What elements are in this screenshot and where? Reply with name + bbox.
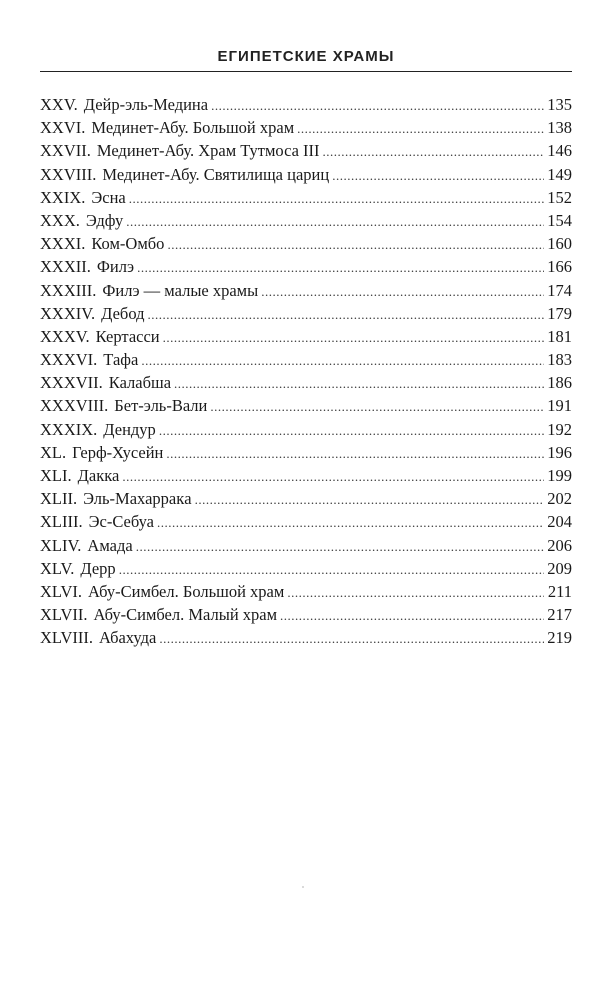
toc-entry [40, 209, 572, 232]
toc-entry-number: XXXIX. [40, 419, 98, 439]
toc-entry-number: XLVI. [40, 581, 83, 601]
toc-entry-number: XXX. [40, 210, 80, 230]
toc-entry-title: Филэ — малые храмы [102, 280, 259, 300]
toc-dot-leader [210, 395, 544, 418]
toc-entry [40, 186, 572, 209]
toc-entry-number: XXXVII. [40, 373, 103, 393]
toc-dot-leader [148, 303, 544, 326]
toc-entry-page-number: 154 [547, 210, 572, 230]
toc-entry [40, 441, 572, 464]
toc-dot-leader [141, 349, 544, 372]
toc-dot-leader [129, 187, 544, 210]
toc-entry-page-number: 149 [547, 164, 572, 184]
toc-dot-leader [287, 581, 544, 604]
toc-dot-leader [211, 94, 544, 117]
toc-dot-leader [157, 511, 544, 534]
toc-entry-number: XXVII. [40, 141, 91, 161]
toc-dot-leader [159, 627, 544, 650]
toc-entry-number: XLI. [40, 466, 72, 485]
toc-entry-title: Эдфу [85, 210, 124, 230]
toc-entry-title: Дендур [103, 419, 156, 439]
toc-entry-title: Дакка [77, 466, 120, 485]
toc-entry-page-number: 209 [547, 558, 572, 578]
toc-dot-leader [174, 372, 544, 395]
toc-entry [40, 534, 572, 557]
toc-entry-number: XXV. [40, 95, 78, 114]
toc-entry [40, 418, 572, 441]
paper-speck [302, 886, 304, 888]
toc-entry-page-number: 152 [547, 187, 572, 207]
toc-entry-number: XXVI. [40, 118, 86, 138]
toc-dot-leader [137, 256, 544, 279]
toc-entry [40, 464, 572, 487]
toc-entry-page-number: 179 [547, 303, 572, 323]
toc-entry-title: Эсна [91, 187, 126, 207]
toc-entry [40, 93, 572, 116]
toc-dot-leader [122, 465, 544, 488]
toc-entry-title: Дерр [80, 558, 116, 578]
toc-entry [40, 232, 572, 255]
toc-dot-leader [280, 604, 544, 627]
toc-entry-number: XLIII. [40, 512, 83, 532]
toc-dot-leader [261, 280, 544, 303]
toc-entry-page-number: 206 [547, 535, 572, 555]
toc-entry-title: Мединет-Абу. Святилища цариц [102, 164, 330, 184]
toc-entry [40, 510, 572, 533]
toc-entry [40, 487, 572, 510]
running-head: ЕГИПЕТСКИЕ ХРАМЫ [217, 48, 395, 65]
toc-entry-number: XL. [40, 442, 67, 462]
toc-entry [40, 302, 572, 325]
toc-entry-page-number: 138 [547, 118, 572, 138]
toc-entry-title: Кертасси [95, 326, 160, 346]
toc-entry [40, 348, 572, 371]
toc-entry-page-number: 217 [547, 605, 572, 625]
toc-entry-title: Дебод [101, 303, 145, 323]
toc-entry-page-number: 183 [547, 350, 572, 370]
toc-entry-page-number: 166 [547, 257, 572, 277]
toc-entry-page-number: 219 [547, 628, 572, 648]
toc-entry-title: Эс-Себуа [88, 512, 154, 532]
toc-dot-leader [332, 164, 544, 187]
toc-entry-number: XXXII. [40, 257, 91, 277]
toc-entry-page-number: 160 [547, 234, 572, 254]
toc-dot-leader [297, 117, 544, 140]
toc-entry [40, 603, 572, 626]
toc-dot-leader [167, 233, 544, 256]
toc-entry-title: Мединет-Абу. Храм Тутмоса III [96, 141, 320, 161]
toc-dot-leader [159, 419, 544, 442]
toc-entry [40, 116, 572, 139]
toc-dot-leader [195, 488, 544, 511]
toc-entry-number: XLVIII. [40, 628, 94, 648]
toc-entry-title: Дейр-эль-Медина [83, 95, 209, 114]
toc-entry-page-number: 211 [547, 581, 572, 601]
toc-entry [40, 371, 572, 394]
toc-entry-title: Ком-Омбо [91, 234, 165, 254]
toc-entry-page-number: 192 [547, 419, 572, 439]
toc-entry-title: Абу-Симбел. Большой храм [88, 581, 285, 601]
toc-entry-title: Тафа [103, 350, 139, 370]
toc-entry-number: XLV. [40, 558, 75, 578]
toc-entry [40, 139, 572, 162]
toc-dot-leader [119, 558, 544, 581]
toc-entry-title: Абахуда [99, 628, 157, 648]
toc-entry-page-number: 204 [547, 512, 572, 532]
toc-entry-number: XXVIII. [40, 164, 97, 184]
toc-entry-number: XLVII. [40, 605, 88, 625]
toc-entry-title: Филэ [96, 257, 135, 277]
toc-entry [40, 255, 572, 278]
toc-entry-number: XXXI. [40, 234, 86, 254]
toc-entry-page-number: 174 [547, 280, 572, 300]
toc-entry-number: XXIX. [40, 187, 86, 207]
toc-entry-title: Мединет-Абу. Большой храм [91, 118, 295, 138]
toc-entry-page-number: 186 [547, 373, 572, 393]
toc-dot-leader [166, 442, 544, 465]
toc-entry-number: XXXIV. [40, 303, 96, 323]
toc-entry-number: XLIV. [40, 535, 82, 555]
toc-entry-number: XXXV. [40, 326, 90, 346]
toc-dot-leader [323, 140, 544, 163]
toc-entry [40, 626, 572, 649]
toc-entry-number: XXXVIII. [40, 396, 109, 416]
toc-dot-leader [136, 535, 544, 558]
toc-entry-number: XLII. [40, 489, 78, 509]
toc-entry-title: Амада [87, 535, 133, 555]
toc-entry-number: XXXVI. [40, 350, 98, 370]
toc-entry-title: Эль-Махарракa [83, 489, 192, 509]
toc-entry-page-number: 199 [547, 466, 572, 485]
toc-entry-page-number: 191 [547, 396, 572, 416]
toc-entry-page-number: 181 [547, 326, 572, 346]
toc-entry [40, 325, 572, 348]
toc-entry [40, 394, 572, 417]
toc-entry [40, 279, 572, 302]
toc-entry [40, 163, 572, 186]
table-of-contents [40, 93, 572, 650]
toc-dot-leader [163, 326, 544, 349]
toc-entry-title: Бет-эль-Вали [114, 396, 208, 416]
toc-entry-page-number: 135 [547, 95, 572, 114]
toc-entry-title: Герф-Хусейн [72, 442, 164, 462]
toc-dot-leader [126, 210, 544, 233]
running-head-rule [40, 71, 572, 72]
toc-entry [40, 580, 572, 603]
toc-entry-number: XXXIII. [40, 280, 97, 300]
toc-entry [40, 557, 572, 580]
toc-entry-page-number: 196 [547, 442, 572, 462]
toc-entry-page-number: 202 [547, 489, 572, 509]
toc-entry-page-number: 146 [547, 141, 572, 161]
toc-entry-title: Калабша [108, 373, 172, 393]
toc-entry-title: Абу-Симбел. Малый храм [93, 605, 278, 625]
